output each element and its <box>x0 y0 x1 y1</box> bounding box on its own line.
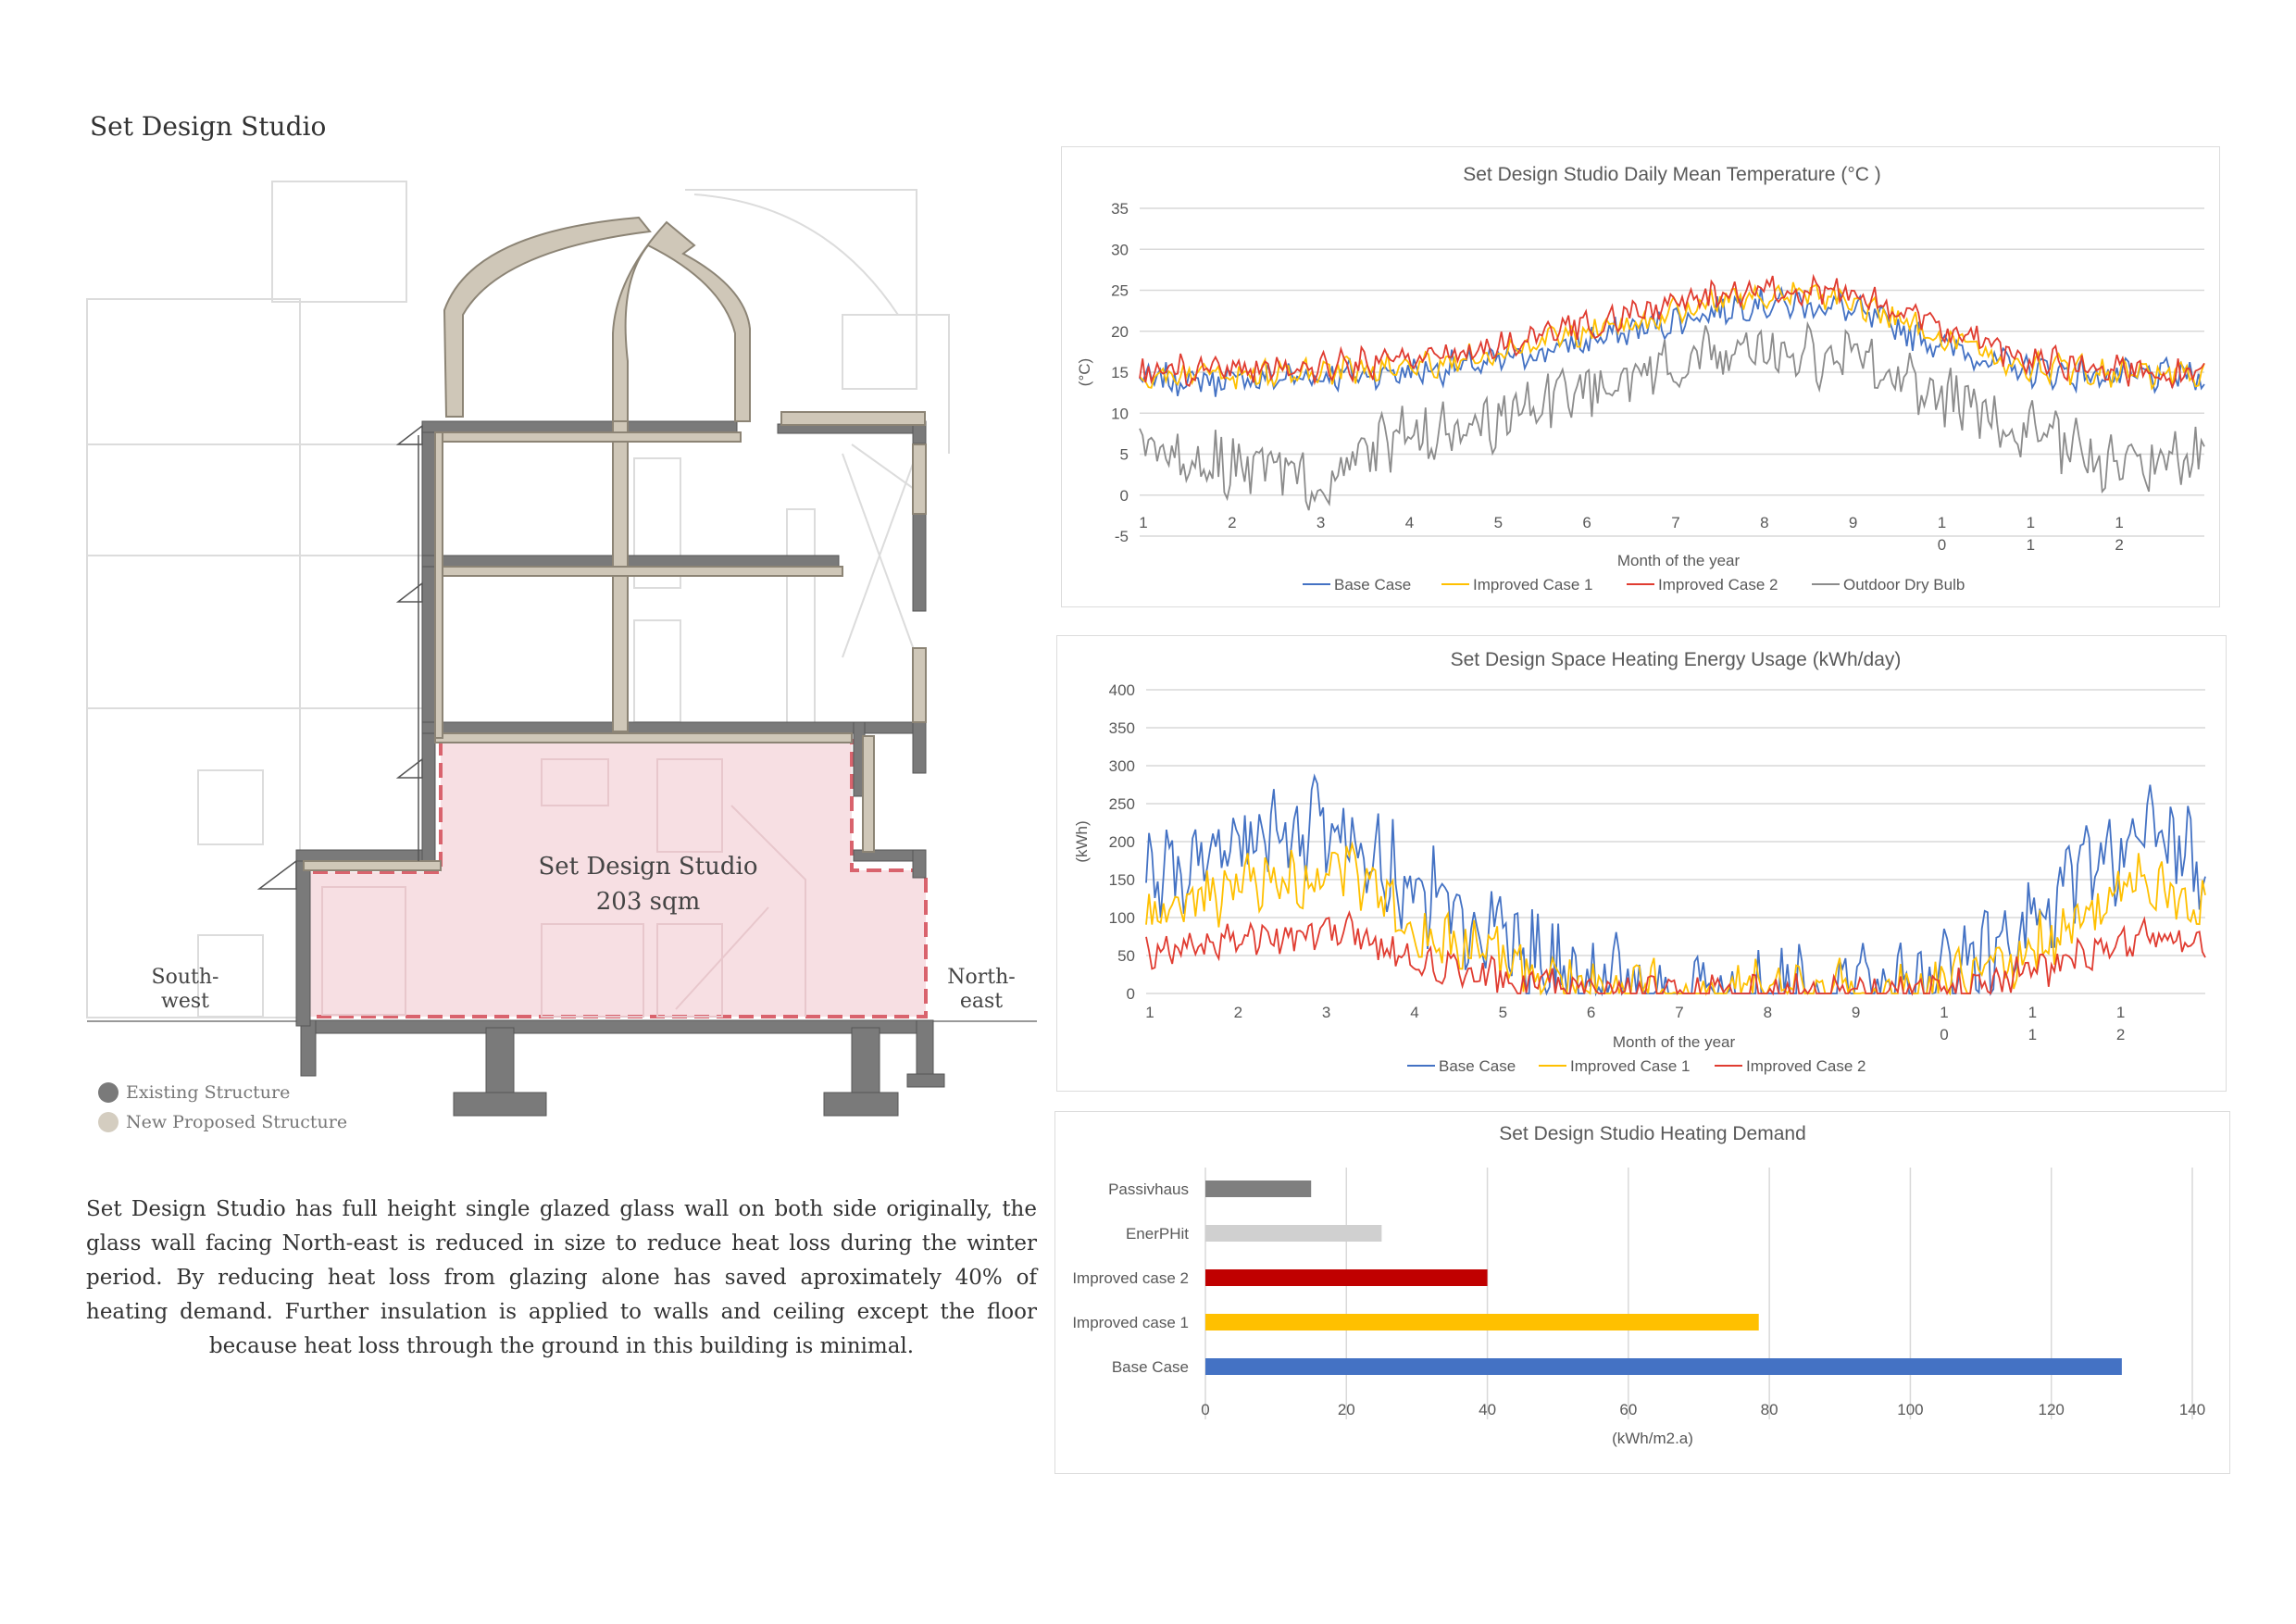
bar-improved-case-2 <box>1205 1269 1488 1286</box>
page-title: Set Design Studio <box>90 111 327 142</box>
y-tick-label: 30 <box>1111 241 1129 259</box>
x-tick-label: 20 <box>1337 1401 1355 1418</box>
x-tick-label: 5 <box>1498 1004 1508 1021</box>
existing-structure-swatch <box>98 1082 119 1103</box>
legend-existing-structure <box>98 1082 290 1103</box>
x-tick-label-2: 2 <box>2115 536 2124 554</box>
chart-title: Set Design Space Heating Energy Usage (kWh/day) <box>1450 649 1902 670</box>
y-tick-label: 15 <box>1111 364 1129 381</box>
x-axis-label: Month of the year <box>1616 552 1741 569</box>
x-tick-label: 1 <box>2028 1004 2038 1021</box>
x-tick-label-2: 0 <box>1937 536 1947 554</box>
y-axis-label: (kWh) <box>1073 820 1091 863</box>
heating-energy-chart <box>1057 636 2226 1091</box>
series-line-improved-case-1 <box>1140 282 2204 389</box>
x-tick-label: 1 <box>2115 1004 2126 1021</box>
x-tick-label: 9 <box>1851 1004 1861 1021</box>
bar-passivhaus <box>1205 1181 1311 1197</box>
legend-label: Improved Case 1 <box>1473 576 1593 593</box>
building-section-drawing <box>83 176 1046 1139</box>
heating-demand-chart <box>1055 1112 2229 1473</box>
x-tick-label: 120 <box>2038 1401 2065 1418</box>
heating-demand-chart-panel <box>1054 1111 2230 1474</box>
x-tick-label: 1 <box>1145 1004 1154 1021</box>
category-label: Base Case <box>1111 1358 1189 1376</box>
bar-enerphit <box>1205 1225 1381 1242</box>
legend-label: Base Case <box>1439 1057 1516 1075</box>
x-tick-label: 7 <box>1675 1004 1684 1021</box>
x-tick-label: 5 <box>1493 514 1504 531</box>
x-tick-label: 9 <box>1848 514 1858 531</box>
series-line-base-case <box>1140 288 2204 397</box>
y-tick-label: -5 <box>1114 528 1129 545</box>
legend-existing-label: Existing Structure <box>126 1082 291 1103</box>
y-tick-label: 0 <box>1126 985 1135 1003</box>
x-tick-label: 2 <box>1233 1004 1243 1021</box>
legend-proposed-label: New Proposed Structure <box>126 1112 348 1132</box>
x-tick-label: 2 <box>1228 514 1237 531</box>
x-tick-label: 1 <box>1139 514 1148 531</box>
orientation-ne-line2: east <box>959 990 1004 1013</box>
x-tick-label: 140 <box>2178 1401 2206 1418</box>
y-tick-label: 10 <box>1111 405 1129 423</box>
legend-label: Improved Case 1 <box>1570 1057 1691 1075</box>
room-name: Set Design Studio <box>538 853 758 881</box>
x-tick-label: 4 <box>1404 514 1415 531</box>
orientation-sw-line2: west <box>161 990 209 1013</box>
category-label: Improved case 1 <box>1072 1314 1189 1331</box>
series-line-improved-case-2 <box>1146 913 2205 993</box>
y-tick-label: 5 <box>1119 445 1129 464</box>
x-tick-label: 8 <box>1763 1004 1773 1021</box>
x-tick-label: 40 <box>1479 1401 1497 1418</box>
y-tick-label: 20 <box>1111 322 1129 341</box>
x-tick-label-2: 0 <box>1940 1026 1949 1043</box>
temperature-chart-panel <box>1061 146 2220 607</box>
heating-energy-chart-panel <box>1056 635 2227 1092</box>
x-tick-label-2: 1 <box>2028 1026 2038 1043</box>
legend-proposed-structure <box>98 1112 347 1132</box>
y-tick-label: 350 <box>1108 719 1135 737</box>
x-tick-label: 3 <box>1321 1004 1331 1021</box>
bar-base-case <box>1205 1358 2122 1375</box>
x-tick-label-2: 1 <box>2026 536 2036 554</box>
proposed-structure-swatch <box>98 1112 119 1132</box>
x-tick-label: 1 <box>2026 514 2036 531</box>
y-tick-label: 300 <box>1108 757 1135 775</box>
chart-title: Set Design Studio Daily Mean Temperature (°C ) <box>1463 164 1881 185</box>
category-label: EnerPHit <box>1125 1225 1189 1243</box>
y-tick-label: 400 <box>1108 681 1135 699</box>
x-tick-label: 80 <box>1760 1401 1778 1418</box>
category-label: Passivhaus <box>1108 1181 1189 1198</box>
x-tick-label-2: 2 <box>2115 1026 2126 1043</box>
description-paragraph: Set Design Studio has full height single glazed glass wall on both side originally, the glass wall facing North-east is reduced in size to reduce heat loss during the winter period. By reducing heat loss from glazing alone has saved aproximately 40% of heating demand. Further insulation is applied to walls and ceiling except the floor because heat loss through the ground in this building is minimal. <box>86 1197 1037 1358</box>
y-tick-label: 200 <box>1108 833 1135 851</box>
y-axis-label: (°C) <box>1076 357 1093 387</box>
x-tick-label: 1 <box>2115 514 2124 531</box>
chart-title: Set Design Studio Heating Demand <box>1499 1123 1806 1144</box>
x-tick-label: 6 <box>1586 1004 1596 1021</box>
x-axis-label: (kWh/m2.a) <box>1612 1430 1693 1447</box>
legend-label: Improved Case 2 <box>1658 576 1778 593</box>
x-tick-label: 8 <box>1760 514 1769 531</box>
room-area: 203 sqm <box>595 888 701 916</box>
x-tick-label: 7 <box>1671 514 1680 531</box>
x-tick-label: 3 <box>1316 514 1326 531</box>
legend-label: Improved Case 2 <box>1746 1057 1866 1075</box>
y-tick-label: 250 <box>1108 795 1135 813</box>
orientation-sw-line1: South- <box>151 966 219 989</box>
x-axis-label: Month of the year <box>1612 1033 1736 1051</box>
temperature-chart <box>1062 147 2219 606</box>
x-tick-label: 6 <box>1582 514 1591 531</box>
x-tick-label: 60 <box>1619 1401 1638 1418</box>
category-label: Improved case 2 <box>1072 1269 1189 1287</box>
y-tick-label: 100 <box>1108 909 1135 927</box>
x-tick-label: 1 <box>1937 514 1947 531</box>
y-tick-label: 35 <box>1111 200 1129 218</box>
orientation-ne-line1: North- <box>947 966 1016 989</box>
x-tick-label: 1 <box>1940 1004 1949 1021</box>
bar-improved-case-1 <box>1205 1314 1759 1330</box>
x-tick-label: 4 <box>1410 1004 1419 1021</box>
y-tick-label: 50 <box>1117 947 1135 965</box>
y-tick-label: 25 <box>1111 281 1129 300</box>
legend-label: Base Case <box>1334 576 1412 593</box>
y-tick-label: 0 <box>1119 486 1129 505</box>
x-tick-label: 0 <box>1201 1401 1210 1418</box>
x-tick-label: 100 <box>1897 1401 1924 1418</box>
legend-label: Outdoor Dry Bulb <box>1843 576 1965 593</box>
series-line-outdoor-dry-bulb <box>1140 324 2204 510</box>
y-tick-label: 150 <box>1108 871 1135 889</box>
